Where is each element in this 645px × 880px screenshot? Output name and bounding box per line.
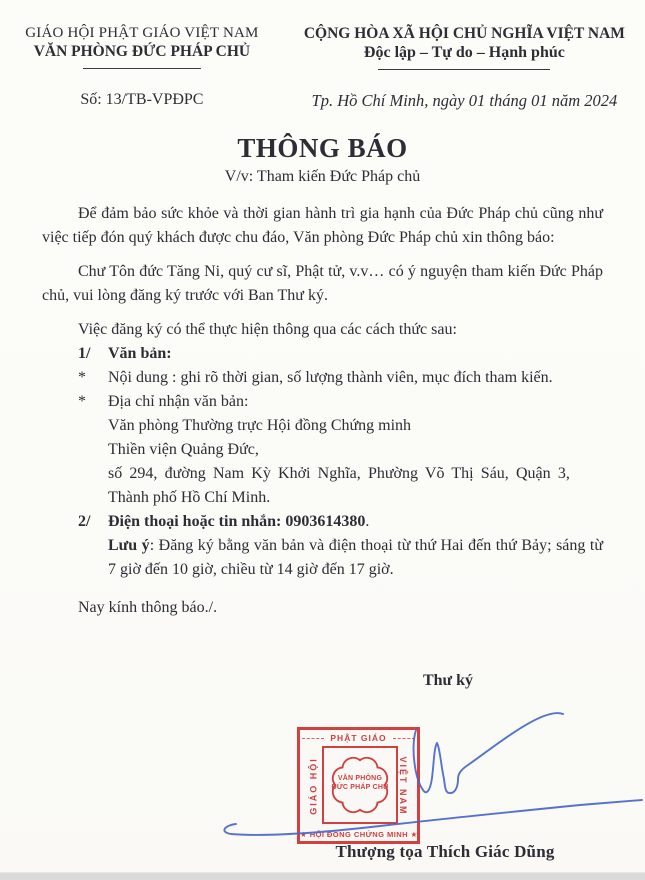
right-underline — [378, 69, 550, 70]
address-line-2: Thiền viện Quảng Đức, — [108, 441, 259, 458]
paragraph-intro: Để đảm bảo sức khỏe và thời gian hành trì gia hạnh của Đức Pháp chủ cũng như việc tiếp đón quý khách được chu đáo, Văn phòng Đức Pháp chủ xin thông báo: — [42, 205, 603, 246]
bullet-address — [42, 390, 603, 414]
stamp-center-line1: VĂN PHÒNG — [337, 775, 383, 782]
office-name: VĂN PHÒNG ĐỨC PHÁP CHỦ — [33, 43, 251, 60]
note-text: : Đăng ký bằng văn bản và điện thoại từ thứ Hai đến thứ Bảy; sáng từ 7 giờ đến 10 giờ, chiều từ 14 giờ đến 17 giờ. — [108, 537, 604, 578]
bullet-content — [42, 366, 603, 390]
letterhead-national — [284, 24, 645, 70]
item2-label: Điện thoại hoặc tin nhắn: 0903614380 — [108, 513, 366, 530]
bullet2-text: Địa chỉ nhận văn bản: — [108, 393, 249, 410]
address-line-4: Thành phố Hồ Chí Minh. — [108, 489, 271, 506]
document-number: Số: 13/TB-VPĐPC — [80, 91, 204, 108]
address-line-1: Văn phòng Thường trực Hội đồng Chứng minh — [108, 417, 412, 434]
closing-line: Nay kính thông báo./. — [78, 599, 218, 616]
paragraph-methods: Việc đăng ký có thể thực hiện thông qua các cách thức sau: — [78, 321, 457, 338]
letterhead-organization — [0, 24, 284, 70]
organization-name: GIÁO HỘI PHẬT GIÁO VIỆT NAM — [25, 25, 259, 41]
stamp-bottom-text: ★ HỘI ĐỒNG CHỨNG MINH ★ — [300, 830, 418, 839]
handwritten-signature — [200, 690, 645, 855]
list-item-2 — [42, 510, 603, 534]
national-title: CỘNG HÒA XÃ HỘI CHỦ NGHĨA VIỆT NAM — [303, 25, 625, 42]
bullet2-marker: * — [78, 393, 86, 410]
stamp-top-text: PHẬT GIÁO — [330, 733, 387, 743]
document-subject: V/v: Tham kiến Đức Pháp chủ — [224, 168, 421, 185]
stamp-right-text: VIỆT NAM — [398, 755, 409, 816]
document-meta — [0, 91, 645, 111]
document-body — [42, 202, 603, 620]
bullet1-text: Nội dung : ghi rõ thời gian, số lượng thành viên, mục đích tham kiến. — [108, 369, 553, 386]
stamp-center-line2: ĐỨC PHÁP CHỦ — [331, 784, 389, 791]
letterhead — [0, 0, 645, 70]
place-and-date: Tp. Hồ Chí Minh, ngày 01 tháng 01 năm 2024 — [311, 91, 618, 110]
list-item-1 — [42, 342, 603, 366]
document-title: THÔNG BÁO — [237, 133, 408, 163]
scanner-edge-strip — [0, 872, 645, 880]
bullet1-marker: * — [78, 369, 86, 386]
note-label: Lưu ý — [108, 537, 150, 554]
note-paragraph — [108, 534, 603, 582]
left-underline — [83, 68, 201, 69]
signer-name: Thượng tọa Thích Giác Dũng — [335, 842, 555, 861]
paragraph-audience: Chư Tôn đức Tăng Ni, quý cư sĩ, Phật tử, v.v… có ý nguyện tham kiến Đức Pháp chủ, vui lòng đăng ký trước với Ban Thư ký. — [42, 263, 603, 304]
signer-role: Thư ký — [422, 672, 474, 689]
stamp-left-text: GIÁO HỘI — [308, 756, 319, 815]
address-line-3: số 294, đường Nam Kỳ Khởi Nghĩa, Phường Võ Thị Sáu, Quận 3, — [108, 465, 570, 482]
item2-marker: 2/ — [78, 513, 91, 530]
item1-marker: 1/ — [78, 345, 91, 362]
item2-suffix: . — [365, 513, 370, 530]
item1-label: Văn bản: — [108, 345, 172, 362]
national-motto: Độc lập – Tự do – Hạnh phúc — [363, 44, 565, 61]
